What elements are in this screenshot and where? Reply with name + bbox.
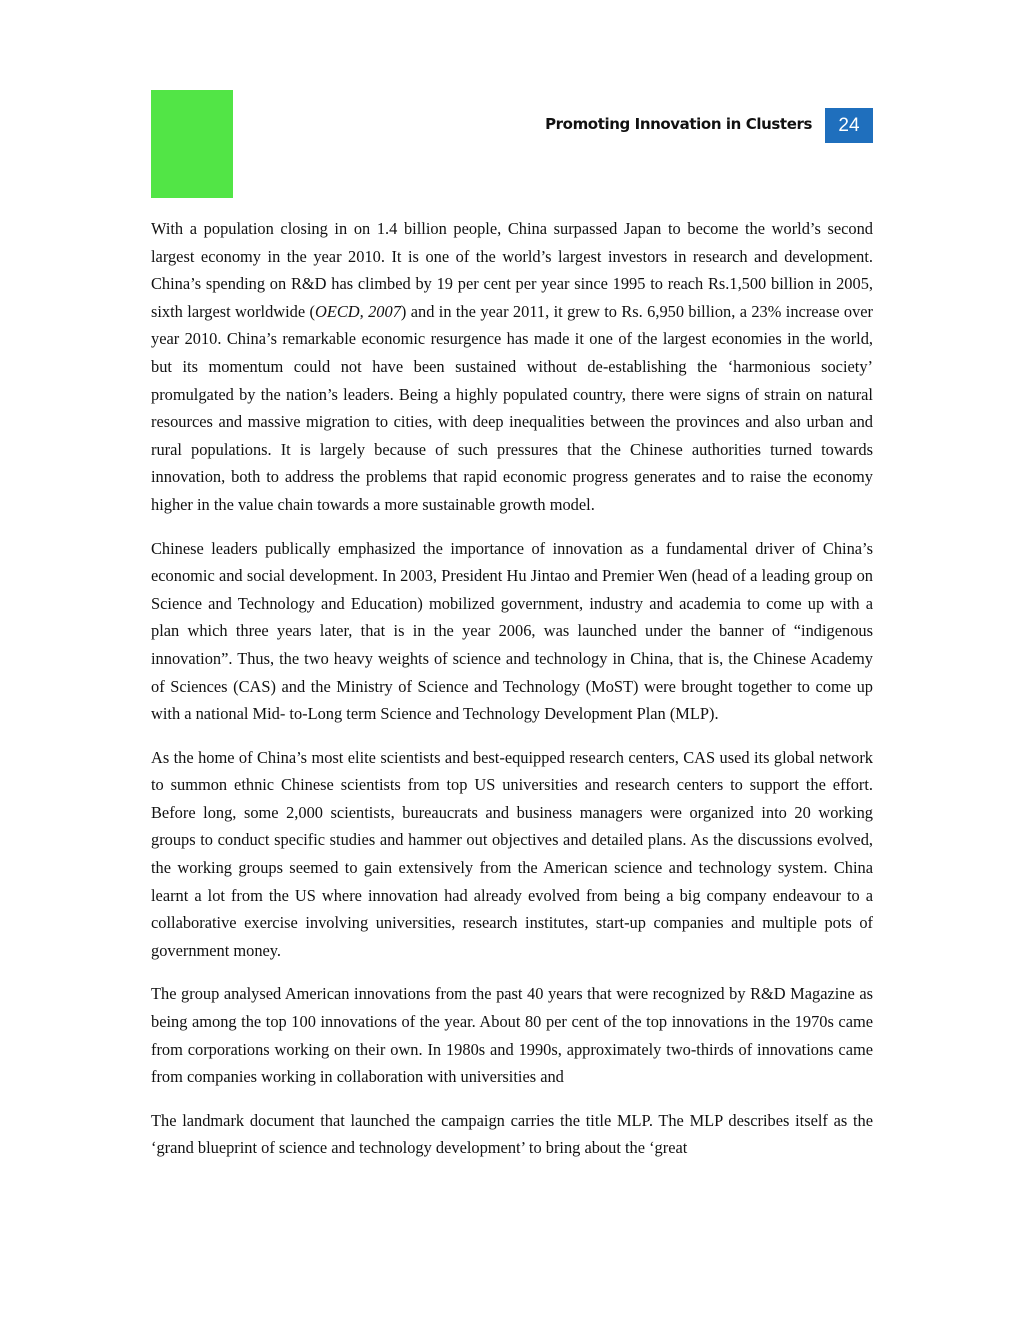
paragraph-5: The landmark document that launched the campaign carries the title MLP. The MLP describes itself as the ‘grand blueprint of science and technology development’ to bring about the ‘great	[151, 1110, 873, 1158]
page-number: 24	[838, 115, 860, 136]
running-header-title: Promoting Innovation in Clusters	[545, 115, 812, 133]
citation-oecd-2007: OECD, 2007	[315, 301, 401, 321]
body-text	[151, 215, 873, 1178]
paragraph-4: The group analysed American innovations from the past 40 years that were recognized by R&D Magazine as being among the top 100 innovations of the year. About 80 per cent of the top innovations in the 1970s came from corporations working on their own. In 1980s and 1990s, approximately two-thirds of innovations came from companies working in collaboration with universities and	[151, 984, 873, 1087]
paragraph-1-part-b: ) and in the year 2011, it grew to Rs. 6,950 billion, a 23% increase over year 2010. China’s remarkable economic resurgence has made it one of the largest economies in the world, but its momentum could not have been sustained without de-establishing the ‘harmonious society’ promulgated by the nation’s leaders. Being a highly populated country, there were signs of strain on natural resources and massive migration to cities, with deep inequalities between the provinces and also urban and rural populations. It is largely because of such pressures that the Chinese authorities turned towards innovation, both to address the problems that rapid economic progress generates and to raise the economy higher in the value chain towards a more sustainable growth model.	[151, 301, 873, 514]
paragraph-1-part-a: With a population closing in on 1.4 billion people, China surpassed Japan to become the world’s second largest economy in the year 2010. It is one of the world’s largest investors in research and development. China’s spending on R&D has climbed by 19 per cent per year since 1995 to reach Rs.1,500 billion in 2005, sixth largest worldwide (	[151, 219, 873, 321]
page-number-badge	[825, 108, 873, 143]
green-decorative-block	[151, 90, 233, 198]
paragraph-3: As the home of China’s most elite scientists and best-equipped research centers, CAS used its global network to summon ethnic Chinese scientists from top US universities and research centers to support the effort. Before long, some 2,000 scientists, bureaucrats and business managers were organized into 20 working groups to conduct specific studies and hammer out objectives and detailed plans. As the discussions evolved, the working groups seemed to gain extensively from the American science and technology system. China learnt a lot from the US where innovation had already evolved from being a big company endeavour to a collaborative exercise involving universities, research institutes, start-up companies and multiple pots of government money.	[151, 747, 873, 960]
paragraph-2: Chinese leaders publically emphasized the importance of innovation as a fundamental driver of China’s economic and social development. In 2003, President Hu Jintao and Premier Wen (head of a leading group on Science and Technology and Education) mobilized government, industry and academia to come up with a plan which three years later, that is in the year 2006, was launched under the banner of “indigenous innovation”. Thus, the two heavy weights of science and technology in China, that is, the Chinese Academy of Sciences (CAS) and the Ministry of Science and Technology (MoST) were brought together to come up with a national Mid- to-Long term Science and Technology Development Plan (MLP).	[151, 538, 873, 724]
paragraph-1	[151, 215, 873, 519]
